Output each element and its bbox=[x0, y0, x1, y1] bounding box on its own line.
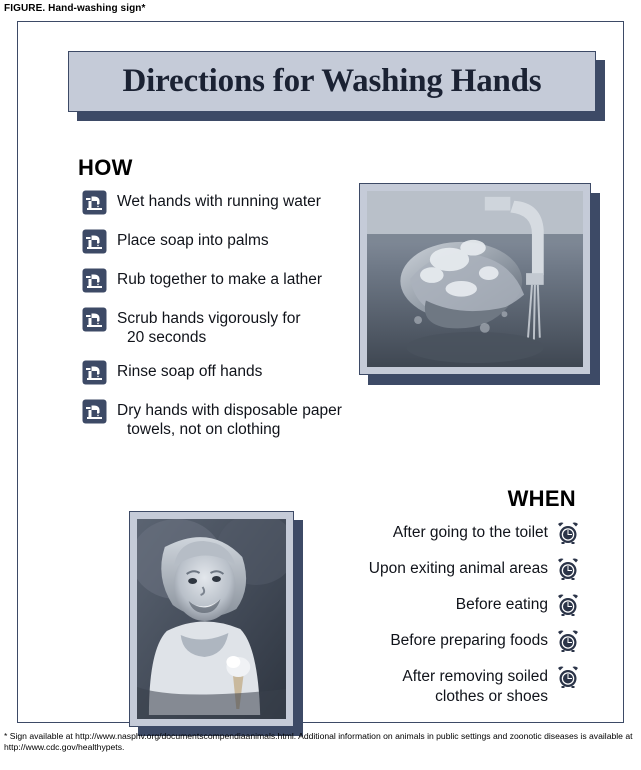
when-occasions-list bbox=[319, 522, 579, 719]
how-heading: HOW bbox=[78, 155, 133, 180]
how-step-text bbox=[117, 399, 342, 439]
when-occasion bbox=[319, 558, 579, 582]
when-occasion-text bbox=[369, 558, 548, 579]
how-step-line1: Dry hands with disposable paper bbox=[117, 402, 342, 419]
when-occasion-line1: After removing soiled bbox=[402, 668, 548, 685]
how-step bbox=[82, 360, 372, 386]
photo-hands-washing-under-faucet bbox=[367, 191, 583, 367]
how-step bbox=[82, 229, 372, 255]
how-step-line2: towels, not on clothing bbox=[127, 421, 281, 438]
faucet-icon bbox=[82, 360, 107, 385]
how-step bbox=[82, 307, 372, 347]
faucet-icon bbox=[82, 229, 107, 254]
when-occasion bbox=[319, 522, 579, 546]
alarm-clock-icon bbox=[557, 630, 579, 653]
how-step-text bbox=[117, 190, 321, 211]
when-occasion-text bbox=[402, 666, 548, 707]
when-occasion-line2: clothes or shoes bbox=[435, 688, 548, 705]
how-step-line1: Scrub hands vigorously for bbox=[117, 310, 301, 327]
photo-child-frame bbox=[129, 511, 294, 727]
how-step-text bbox=[117, 229, 269, 250]
faucet-icon bbox=[82, 268, 107, 293]
when-occasion-text bbox=[456, 594, 548, 615]
how-step-text bbox=[117, 360, 262, 381]
how-step-line1: Rinse soap off hands bbox=[117, 363, 263, 380]
how-step-line1: Rub together to make a lather bbox=[117, 271, 323, 288]
how-step-line2: 20 seconds bbox=[127, 329, 207, 346]
how-step bbox=[82, 190, 372, 216]
how-step bbox=[82, 268, 372, 294]
when-occasion bbox=[319, 630, 579, 654]
poster-container bbox=[17, 21, 624, 723]
how-steps-list bbox=[82, 190, 372, 452]
how-step-text bbox=[117, 307, 301, 347]
when-occasion bbox=[319, 666, 579, 707]
faucet-icon bbox=[82, 399, 107, 424]
how-step-text bbox=[117, 268, 322, 289]
when-occasion bbox=[319, 594, 579, 618]
alarm-clock-icon bbox=[557, 666, 579, 689]
faucet-icon bbox=[82, 307, 107, 332]
when-occasion-line1: Upon exiting animal areas bbox=[368, 560, 548, 577]
footnote: * Sign available at http://www.nasphv.org/documentscompendiaanimals.html. Additional information on animals in public settings and zoonotic diseases is available at http://www.cdc.gov/healthypets. bbox=[4, 731, 633, 752]
alarm-clock-icon bbox=[557, 594, 579, 617]
photo-hands-frame bbox=[359, 183, 591, 375]
faucet-icon bbox=[82, 190, 107, 215]
figure-caption: FIGURE. Hand-washing sign* bbox=[4, 3, 146, 14]
alarm-clock-icon bbox=[557, 522, 579, 545]
when-occasion-line1: Before preparing foods bbox=[390, 632, 548, 649]
when-occasion-text bbox=[390, 630, 548, 651]
when-occasion-text bbox=[393, 522, 548, 543]
when-occasion-line1: After going to the toilet bbox=[392, 524, 548, 541]
when-occasion-line1: Before eating bbox=[455, 596, 548, 613]
how-step bbox=[82, 399, 372, 439]
poster-title: Directions for Washing Hands bbox=[122, 63, 542, 99]
how-step-line1: Wet hands with running water bbox=[117, 193, 321, 210]
how-step-line1: Place soap into palms bbox=[117, 232, 269, 249]
alarm-clock-icon bbox=[557, 558, 579, 581]
when-heading: WHEN bbox=[507, 486, 576, 511]
photo-child-holding-ice-cream-cone bbox=[137, 519, 286, 719]
